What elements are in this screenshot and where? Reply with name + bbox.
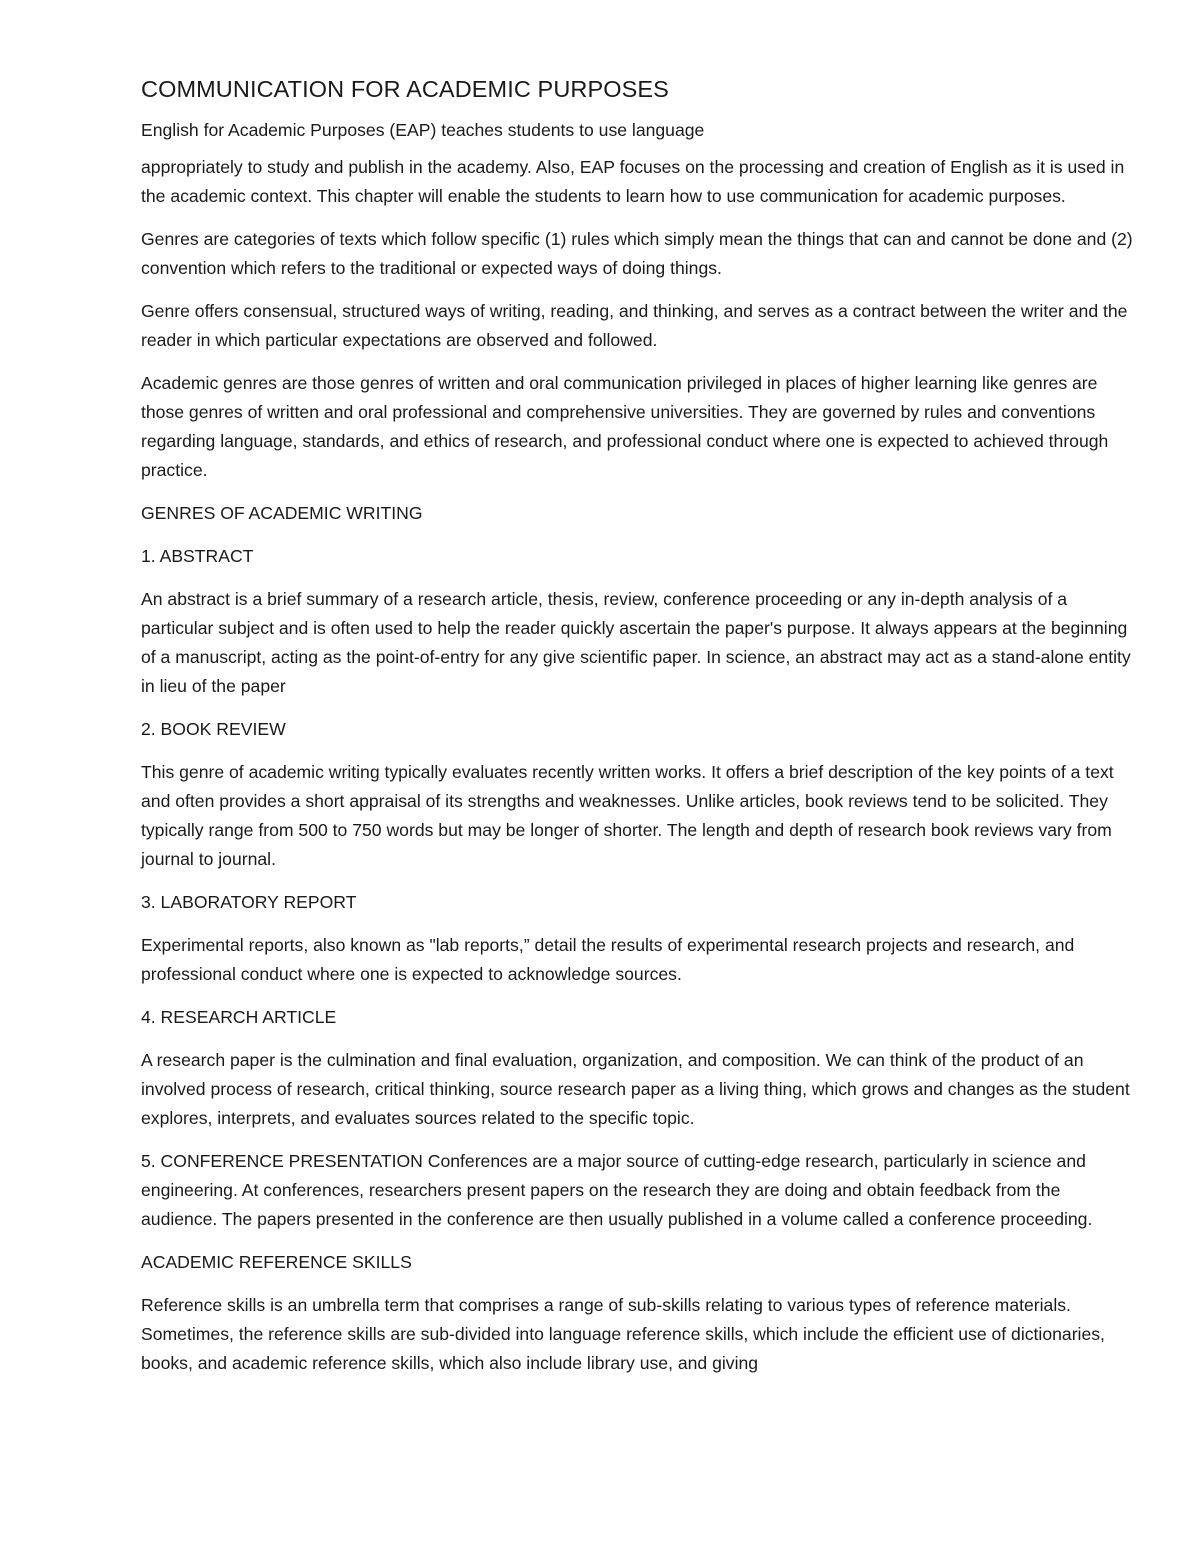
book-review-paragraph: This genre of academic writing typically evaluates recently written works. It offers a brief description of the key points of a text and often provides a short appraisal of its strengths and weaknesses. Unlike articles, book reviews tend to be solicited. They typically range from 500 to 750 words but may be longer of shorter. The length and depth of research book reviews vary from journal to journal. [141,762,1114,869]
conference-paragraph: 5. CONFERENCE PRESENTATION Conferences are a major source of cutting-edge research, particularly in science and engineering. At conferences, researchers present papers on the research they are doing and obtain feedback from the audience. The papers presented in the conference are then usually published in a volume called a conference proceeding. [141,1151,1093,1229]
intro-paragraph: appropriately to study and publish in the academy. Also, EAP focuses on the processing and creation of English as it is used in the academic context. This chapter will enable the students to learn how to use communication for academic purposes. [141,157,1125,206]
lab-report-paragraph: Experimental reports, also known as "lab reports,” detail the results of experimental research projects and research, and professional conduct where one is expected to acknowledge sources. [141,935,1075,984]
book-review-heading: 2. BOOK REVIEW [141,719,286,739]
lab-report-heading: 3. LABORATORY REPORT [141,892,357,912]
document-page [141,72,1136,1392]
research-article-heading: 4. RESEARCH ARTICLE [141,1007,337,1027]
genre-offers-paragraph: Genre offers consensual, structured ways of writing, reading, and thinking, and serves as a contract between the writer and the reader in which particular expectations are observed and followed. [141,301,1128,350]
academic-genres-paragraph: Academic genres are those genres of written and oral communication privileged in places of higher learning like genres are those genres of written and oral professional and comprehensive universities. They are governed by rules and conventions regarding language, standards, and ethics of research, and professional conduct where one is expected to achieved through practice. [141,373,1109,480]
research-article-paragraph: A research paper is the culmination and final evaluation, organization, and composition. We can think of the product of an involved process of research, critical thinking, source research paper as a living thing, which grows and changes as the student explores, interprets, and evaluates sources related to the specific topic. [141,1050,1130,1128]
intro-line: English for Academic Purposes (EAP) teaches students to use language [141,120,705,140]
genres-section-heading: GENRES OF ACADEMIC WRITING [141,503,423,523]
abstract-heading: 1. ABSTRACT [141,546,254,566]
abstract-paragraph: An abstract is a brief summary of a research article, thesis, review, conference proceeding or any in-depth analysis of a particular subject and is often used to help the reader quickly ascertain the paper's purpose. It always appears at the beginning of a manuscript, acting as the point-of-entry for any give scientific paper. In science, an abstract may act as a stand-alone entity in lieu of the paper [141,589,1131,696]
document-title: COMMUNICATION FOR ACADEMIC PURPOSES [141,76,669,102]
reference-skills-paragraph: Reference skills is an umbrella term that comprises a range of sub-skills relating to various types of reference materials. Sometimes, the reference skills are sub-divided into language reference skills, which include the efficient use of dictionaries, books, and academic reference skills, which also include library use, and giving [141,1295,1105,1373]
reference-skills-heading: ACADEMIC REFERENCE SKILLS [141,1252,412,1272]
genres-paragraph: Genres are categories of texts which follow specific (1) rules which simply mean the things that can and cannot be done and (2) convention which refers to the traditional or expected ways of doing things. [141,229,1133,278]
